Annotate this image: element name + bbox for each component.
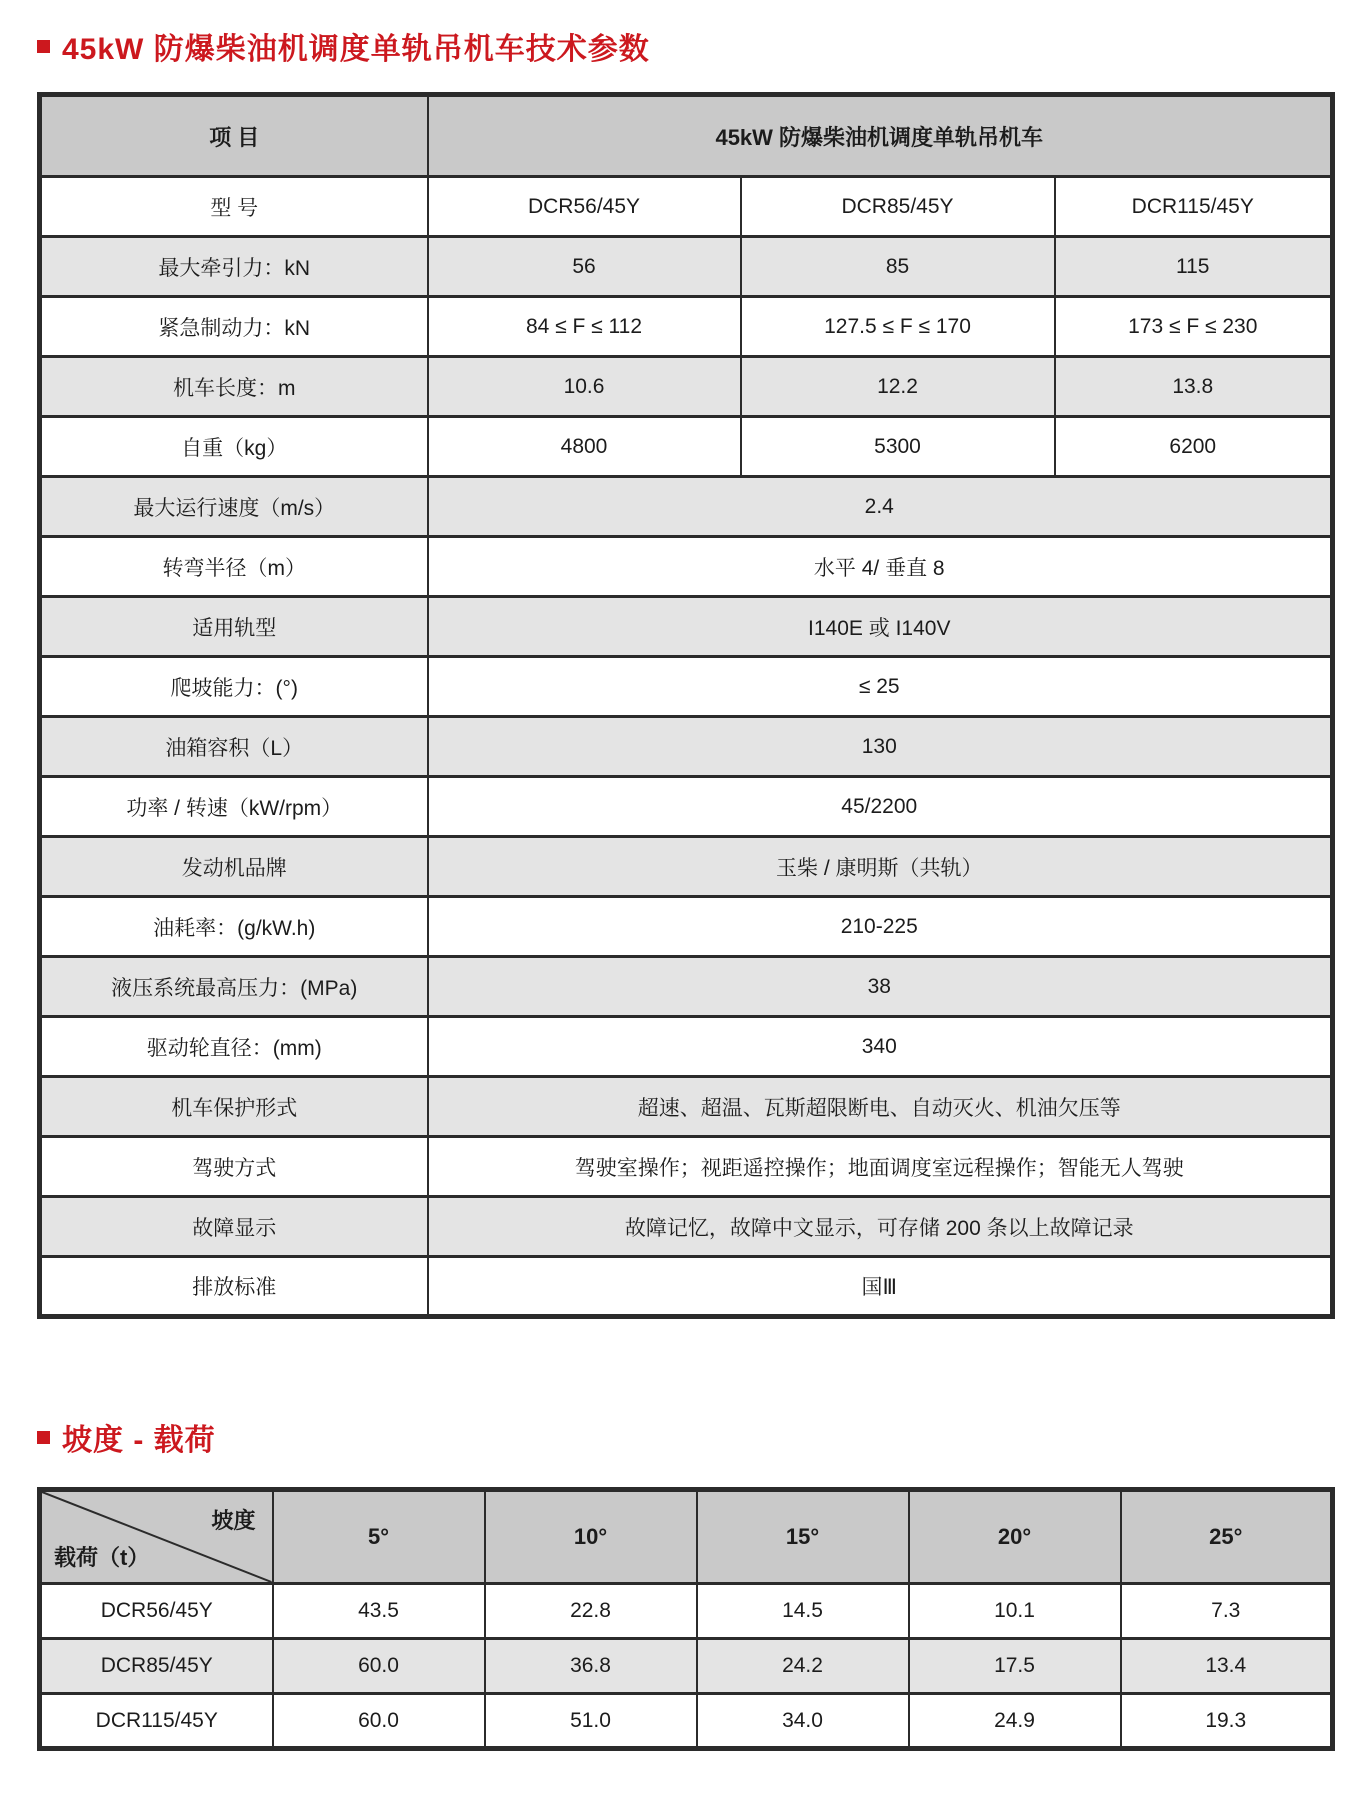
spec-item-label: 排放标准 bbox=[40, 1257, 428, 1317]
spec-value-cell-span: I140E 或 I140V bbox=[428, 597, 1333, 657]
slope-header-row bbox=[40, 1490, 1333, 1584]
spec-table-row bbox=[40, 957, 1333, 1017]
spec-value-cell-span: 超速、超温、瓦斯超限断电、自动灭火、机油欠压等 bbox=[428, 1077, 1333, 1137]
spec-table-row bbox=[40, 1197, 1333, 1257]
spec-table-row bbox=[40, 1017, 1333, 1077]
slope-load-table bbox=[37, 1487, 1335, 1751]
slope-angle-header-cell: 25° bbox=[1121, 1490, 1333, 1584]
red-square-bullet-icon bbox=[37, 40, 50, 53]
spec-header-product-cell: 45kW 防爆柴油机调度单轨吊机车 bbox=[428, 95, 1333, 177]
spec-table bbox=[37, 92, 1335, 1319]
spec-value-cell: 173 ≤ F ≤ 230 bbox=[1055, 297, 1333, 357]
spec-value-cell: 115 bbox=[1055, 237, 1333, 297]
spec-value-cell-span: 130 bbox=[428, 717, 1333, 777]
spec-item-label: 机车长度：m bbox=[40, 357, 428, 417]
spec-item-label: 驾驶方式 bbox=[40, 1137, 428, 1197]
spec-item-label: 最大牵引力：kN bbox=[40, 237, 428, 297]
spec-item-label: 发动机品牌 bbox=[40, 837, 428, 897]
specs-title-text: 45kW 防爆柴油机调度单轨吊机车技术参数 bbox=[62, 33, 650, 66]
slope-angle-header-cell: 20° bbox=[909, 1490, 1121, 1584]
spec-item-label: 自重（kg） bbox=[40, 417, 428, 477]
slope-load-title-text: 坡度 - 载荷 bbox=[62, 1424, 216, 1457]
spec-item-label: 油箱容积（L） bbox=[40, 717, 428, 777]
section-title-slope-load bbox=[37, 1417, 1330, 1457]
spec-item-label: 故障显示 bbox=[40, 1197, 428, 1257]
slope-load-value-cell: 13.4 bbox=[1121, 1639, 1333, 1694]
spec-item-label: 液压系统最高压力：(MPa) bbox=[40, 957, 428, 1017]
slope-load-value-cell: 7.3 bbox=[1121, 1584, 1333, 1639]
spec-value-cell-span: 38 bbox=[428, 957, 1333, 1017]
slope-model-label: DCR115/45Y bbox=[40, 1694, 273, 1749]
slope-load-value-cell: 36.8 bbox=[485, 1639, 697, 1694]
slope-load-value-cell: 24.9 bbox=[909, 1694, 1121, 1749]
corner-load-label: 载荷（t） bbox=[54, 1545, 150, 1570]
slope-load-value-cell: 34.0 bbox=[697, 1694, 909, 1749]
spec-value-cell-span: 45/2200 bbox=[428, 777, 1333, 837]
slope-load-value-cell: 10.1 bbox=[909, 1584, 1121, 1639]
spec-value-cell: 84 ≤ F ≤ 112 bbox=[428, 297, 741, 357]
spec-value-cell: DCR115/45Y bbox=[1055, 177, 1333, 237]
spec-value-cell: 4800 bbox=[428, 417, 741, 477]
spec-value-cell: DCR85/45Y bbox=[741, 177, 1055, 237]
spec-table-row bbox=[40, 717, 1333, 777]
slope-model-label: DCR56/45Y bbox=[40, 1584, 273, 1639]
slope-load-value-cell: 17.5 bbox=[909, 1639, 1121, 1694]
spec-item-label: 适用轨型 bbox=[40, 597, 428, 657]
slope-table-row bbox=[40, 1584, 1333, 1639]
slope-table-row bbox=[40, 1639, 1333, 1694]
spec-table-row bbox=[40, 357, 1333, 417]
spec-value-cell-span: 210-225 bbox=[428, 897, 1333, 957]
spec-item-label: 驱动轮直径：(mm) bbox=[40, 1017, 428, 1077]
slope-model-label: DCR85/45Y bbox=[40, 1639, 273, 1694]
slope-angle-header-cell: 5° bbox=[273, 1490, 485, 1584]
spec-table-row bbox=[40, 1137, 1333, 1197]
slope-load-value-cell: 22.8 bbox=[485, 1584, 697, 1639]
slope-load-corner-cell bbox=[40, 1490, 273, 1584]
red-square-bullet-icon bbox=[37, 1431, 50, 1444]
spec-value-cell-span: ≤ 25 bbox=[428, 657, 1333, 717]
spec-value-cell: 56 bbox=[428, 237, 741, 297]
section-title-specs bbox=[37, 26, 1330, 66]
spec-table-row bbox=[40, 297, 1333, 357]
spec-table-row bbox=[40, 777, 1333, 837]
slope-load-value-cell: 43.5 bbox=[273, 1584, 485, 1639]
spec-value-cell-span: 2.4 bbox=[428, 477, 1333, 537]
slope-table-row bbox=[40, 1694, 1333, 1749]
slope-angle-header-cell: 10° bbox=[485, 1490, 697, 1584]
spec-table-row bbox=[40, 657, 1333, 717]
corner-slope-label: 坡度 bbox=[211, 1508, 256, 1533]
spec-value-cell-span: 玉柴 / 康明斯（共轨） bbox=[428, 837, 1333, 897]
spec-value-cell: 10.6 bbox=[428, 357, 741, 417]
spec-item-label: 转弯半径（m） bbox=[40, 537, 428, 597]
spec-item-label: 紧急制动力：kN bbox=[40, 297, 428, 357]
spec-value-cell-span: 国Ⅲ bbox=[428, 1257, 1333, 1317]
spec-item-label: 型 号 bbox=[40, 177, 428, 237]
slope-load-value-cell: 60.0 bbox=[273, 1694, 485, 1749]
slope-load-value-cell: 14.5 bbox=[697, 1584, 909, 1639]
spec-header-item-cell: 项 目 bbox=[40, 95, 428, 177]
spec-value-cell: 6200 bbox=[1055, 417, 1333, 477]
spec-header-row bbox=[40, 95, 1333, 177]
spec-item-label: 功率 / 转速（kW/rpm） bbox=[40, 777, 428, 837]
spec-table-row bbox=[40, 597, 1333, 657]
spec-value-cell-span: 水平 4/ 垂直 8 bbox=[428, 537, 1333, 597]
spec-table-row bbox=[40, 537, 1333, 597]
slope-load-value-cell: 51.0 bbox=[485, 1694, 697, 1749]
spec-table-row bbox=[40, 417, 1333, 477]
spec-item-label: 油耗率：(g/kW.h) bbox=[40, 897, 428, 957]
spec-table-row bbox=[40, 1077, 1333, 1137]
spec-item-label: 最大运行速度（m/s） bbox=[40, 477, 428, 537]
spec-table-row bbox=[40, 837, 1333, 897]
slope-load-value-cell: 19.3 bbox=[1121, 1694, 1333, 1749]
spec-item-label: 机车保护形式 bbox=[40, 1077, 428, 1137]
spec-table-row bbox=[40, 237, 1333, 297]
spec-table-row bbox=[40, 477, 1333, 537]
spec-value-cell: 13.8 bbox=[1055, 357, 1333, 417]
spec-value-cell: 12.2 bbox=[741, 357, 1055, 417]
slope-angle-header-cell: 15° bbox=[697, 1490, 909, 1584]
spec-value-cell-span: 故障记忆，故障中文显示，可存储 200 条以上故障记录 bbox=[428, 1197, 1333, 1257]
spec-value-cell: 85 bbox=[741, 237, 1055, 297]
spec-value-cell: 127.5 ≤ F ≤ 170 bbox=[741, 297, 1055, 357]
spec-table-row bbox=[40, 177, 1333, 237]
spec-item-label: 爬坡能力：(°) bbox=[40, 657, 428, 717]
spec-value-cell-span: 340 bbox=[428, 1017, 1333, 1077]
spec-value-cell-span: 驾驶室操作；视距遥控操作；地面调度室远程操作；智能无人驾驶 bbox=[428, 1137, 1333, 1197]
spec-value-cell: DCR56/45Y bbox=[428, 177, 741, 237]
spec-table-row bbox=[40, 1257, 1333, 1317]
spec-table-row bbox=[40, 897, 1333, 957]
slope-load-value-cell: 24.2 bbox=[697, 1639, 909, 1694]
slope-load-value-cell: 60.0 bbox=[273, 1639, 485, 1694]
spec-value-cell: 5300 bbox=[741, 417, 1055, 477]
